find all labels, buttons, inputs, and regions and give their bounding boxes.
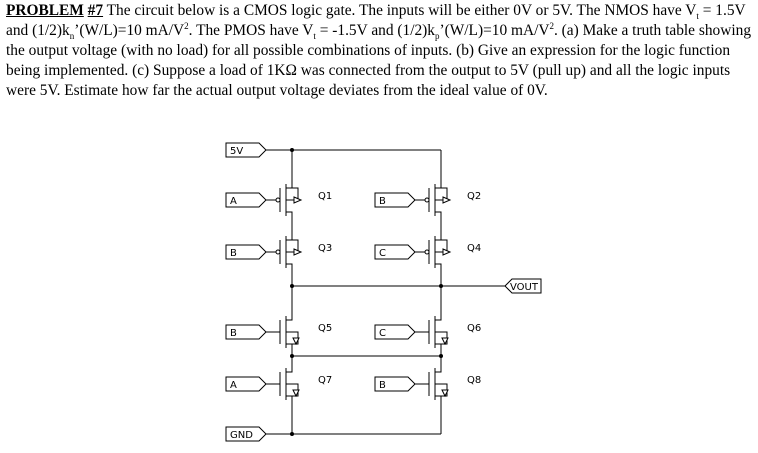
terminal-top bbox=[286, 180, 292, 188]
input-label: B bbox=[379, 196, 386, 207]
terminal-bottom bbox=[286, 212, 292, 220]
pmos-vt: = -1.5V and (1/2)k bbox=[315, 22, 435, 39]
input-label: A bbox=[230, 380, 237, 391]
transistor-label: Q7 bbox=[318, 375, 333, 386]
problem-number: #7 bbox=[87, 2, 104, 19]
terminal-bottom bbox=[286, 396, 292, 404]
output-net bbox=[292, 272, 505, 312]
transistor-q3 bbox=[226, 232, 332, 272]
inversion-bubble bbox=[425, 198, 429, 202]
superscript-2: 2 bbox=[549, 20, 554, 31]
transistor-label: Q5 bbox=[318, 323, 333, 334]
problem-intro: The circuit below is a CMOS logic gate. The inputs will be either 0V or 5V. The NMOS have V bbox=[106, 2, 697, 19]
inversion-bubble bbox=[276, 250, 280, 254]
transistor-q2 bbox=[375, 180, 481, 220]
nmos-k: ’(W/L)=10 mA/V bbox=[74, 22, 185, 39]
junction-dot bbox=[439, 284, 443, 288]
terminal-bottom bbox=[286, 344, 292, 352]
subscript-t: t bbox=[313, 31, 316, 42]
terminal-bottom bbox=[435, 212, 441, 220]
junction-dot bbox=[290, 148, 294, 152]
output-label: VOUT bbox=[510, 282, 538, 293]
subscript-n: n bbox=[69, 31, 75, 42]
transistor-label: Q1 bbox=[318, 191, 333, 202]
nmos-tail: . The PMOS have V bbox=[188, 22, 314, 39]
inversion-bubble bbox=[425, 250, 429, 254]
problem-rest: . (a) Make a truth table showing the output voltage (with no load) for all possible combinations of inputs. (b) Give an expression for the logic function being implemented. (c) Suppose a load of 1KΩ was connected from the output to 5V (pull up) and all the logic inputs were 5V. Estimate how far the actual output voltage deviates from the ideal value of 0V. bbox=[6, 22, 752, 99]
junction-dot bbox=[290, 284, 294, 288]
terminal-bottom bbox=[435, 344, 441, 352]
pmos-k: ’(W/L)=10 mA/V bbox=[439, 22, 550, 39]
junction-dot bbox=[439, 354, 443, 358]
junction-dot bbox=[290, 354, 294, 358]
transistor-q1 bbox=[226, 180, 332, 220]
transistor-q7 bbox=[226, 364, 332, 404]
input-label: A bbox=[230, 196, 237, 207]
input-label: C bbox=[379, 328, 386, 339]
junction-dot bbox=[290, 432, 294, 436]
terminal-top bbox=[435, 232, 441, 240]
transistor-label: Q8 bbox=[467, 375, 482, 386]
terminal-top bbox=[435, 312, 441, 320]
subscript-p: p bbox=[435, 31, 440, 42]
ground-label: GND bbox=[230, 430, 253, 441]
supply-label: 5V bbox=[230, 146, 244, 157]
transistor-q4 bbox=[375, 232, 481, 272]
transistor-q6 bbox=[375, 312, 481, 352]
transistor-label: Q4 bbox=[467, 243, 482, 254]
transistor-q5 bbox=[226, 312, 332, 352]
input-label: B bbox=[230, 328, 237, 339]
junction-dots bbox=[290, 148, 443, 436]
transistor-label: Q3 bbox=[318, 243, 333, 254]
mid-net bbox=[292, 352, 441, 364]
terminal-bottom bbox=[435, 396, 441, 404]
transistor-q8 bbox=[375, 364, 481, 404]
superscript-2: 2 bbox=[184, 20, 189, 31]
terminal-top bbox=[286, 232, 292, 240]
inversion-bubble bbox=[276, 198, 280, 202]
terminal-top bbox=[286, 312, 292, 320]
terminal-top bbox=[286, 364, 292, 372]
transistor-label: Q2 bbox=[467, 191, 482, 202]
input-label: B bbox=[379, 380, 386, 391]
terminal-bottom bbox=[286, 264, 292, 272]
terminal-top bbox=[435, 180, 441, 188]
terminal-bottom bbox=[435, 264, 441, 272]
input-label: B bbox=[230, 248, 237, 259]
transistor-label: Q6 bbox=[467, 323, 482, 334]
problem-label: PROBLEM bbox=[6, 2, 84, 19]
subscript-t: t bbox=[696, 11, 699, 22]
input-label: C bbox=[379, 248, 386, 259]
terminal-top bbox=[435, 364, 441, 372]
nmos-vt: = 1.5V and (1/2)k bbox=[6, 2, 746, 39]
